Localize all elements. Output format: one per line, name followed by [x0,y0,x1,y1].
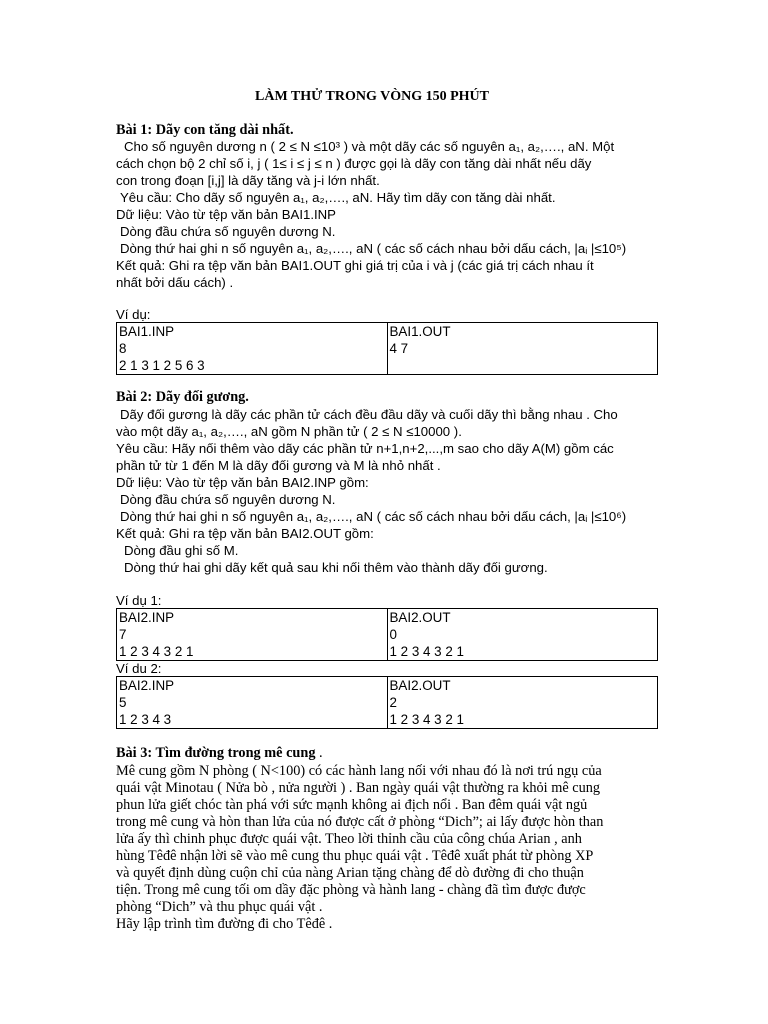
bai2-line-3: Yêu cầu: Hãy nối thêm vào dãy các phần tử n+1,n+2,...,m sao cho dãy A(M) gồm các [116,441,614,456]
example-output-cell [387,323,658,375]
input-file-name: BAI2.INP [119,610,175,625]
page-title: LÀM THỬ TRONG VÒNG 150 PHÚT [255,89,490,104]
bai2-line-6: Dòng đầu chứa số nguyên dương N. [120,492,336,507]
bai1-line-1: Cho số nguyên dương n ( 2 ≤ N ≤10³ ) và một dãy các số nguyên a₁, a₂,…., aN. Một [124,139,615,154]
bai1-example-table [116,322,658,375]
bai1-line-3: con trong đoạn [i,j] là dãy tăng và j-i lớn nhất. [116,173,380,188]
input-line: 1 2 3 4 3 2 1 [119,644,194,659]
bai2-line-8: Kết quả: Ghi ra tệp văn bản BAI2.OUT gồm: [116,526,374,541]
input-line: 5 [119,695,127,710]
bai3-line-5: lửa ấy thì chinh phục được quái vật. Theo lời thỉnh cầu của công chúa Arian , anh [116,831,582,847]
bai1-heading: Bài 1: Dãy con tăng dài nhất. [116,122,294,138]
output-line: 1 2 3 4 3 2 1 [389,712,464,727]
bai1-line-8: Kết quả: Ghi ra tệp văn bản BAI1.OUT ghi giá trị của i và j (các giá trị cách nhau ít [116,258,594,273]
bai3-line-7: và quyết định dùng cuộn chỉ của nàng Arian tặng chàng để dò đường đi cho thuận [116,865,584,881]
output-file-name: BAI1.OUT [389,324,451,339]
bai3-heading-tail: . [315,745,323,761]
bai2-example2-table [116,676,658,729]
input-file-name: BAI2.INP [119,678,175,693]
bai2-heading: Bài 2: Dãy đối gương. [116,389,249,405]
bai3-line-1: Mê cung gồm N phòng ( N<100) có các hành lang nối với nhau đó là nơi trú ngụ của [116,763,602,779]
bai2-line-2: vào một dãy a₁, a₂,…., aN gồm N phần tử ( 2 ≤ N ≤10000 ). [116,424,462,439]
example-output-cell [387,677,658,729]
bai2-line-10: Dòng thứ hai ghi dãy kết quả sau khi nối thêm vào thành dãy đối gương. [124,560,548,575]
bai1-line-2: cách chọn bộ 2 chỉ số i, j ( 1≤ i ≤ j ≤ n ) được gọi là dãy con tăng dài nhất nếu dãy [116,156,592,171]
output-line: 4 7 [389,341,409,356]
bai2-line-7: Dòng thứ hai ghi n số nguyên a₁, a₂,…., aN ( các số cách nhau bởi dấu cách, |aᵢ |≤10⁶) [120,509,627,524]
example-input-cell [117,609,388,661]
bai3-line-2: quái vật Minotau ( Nửa bò , nửa người ) . Ban ngày quái vật thường ra khỏi mê cung [116,780,601,796]
bai3-heading-row [116,745,323,762]
bai2-line-1: Dãy đối gương là dãy các phần tử cách đều đầu dãy và cuối dãy thì bằng nhau . Cho [120,407,618,422]
output-line: 0 [389,627,397,642]
bai1-example-label: Ví dụ: [116,307,151,322]
input-line: 7 [119,627,127,642]
bai1-line-6: Dòng đầu chứa số nguyên dương N. [120,224,336,239]
output-file-name: BAI2.OUT [389,610,451,625]
bai1-line-4: Yêu cầu: Cho dãy số nguyên a₁, a₂,…., aN. Hãy tìm dãy con tăng dài nhất. [120,190,556,205]
example-input-cell [117,677,388,729]
input-line: 1 2 3 4 3 [119,712,172,727]
bai2-example1-label: Ví dụ 1: [116,593,162,608]
bai2-line-5: Dữ liệu: Vào từ tệp văn bản BAI2.INP gồm: [116,475,369,490]
bai3-line-8: tiện. Trong mê cung tối om dầy đặc phòng và hành lang - chàng đã tìm được được [116,882,586,898]
bai2-example1-table [116,608,658,661]
bai3-line-4: trong mê cung và hòn than lửa của nó được cất ở phòng “Dich”; ai lấy được hòn than [116,814,604,830]
bai2-line-4: phần tử từ 1 đến M là dãy đối gương và M là nhỏ nhất . [116,458,441,473]
bai1-line-7: Dòng thứ hai ghi n số nguyên a₁, a₂,…., aN ( các số cách nhau bởi dấu cách, |aᵢ |≤10⁵) [120,241,627,256]
example-output-cell [387,609,658,661]
bai3-heading: Bài 3: Tìm đường trong mê cung [116,745,316,761]
input-line: 2 1 3 1 2 5 6 3 [119,358,205,373]
bai3-line-10: Hãy lập trình tìm đường đi cho Têđê . [116,916,333,932]
input-file-name: BAI1.INP [119,324,175,339]
input-line: 8 [119,341,127,356]
bai3-line-9: phòng “Dich” và thu phục quái vật . [116,899,323,915]
bai1-line-5: Dữ liệu: Vào từ tệp văn bản BAI1.INP [116,207,336,222]
output-line: 1 2 3 4 3 2 1 [389,644,464,659]
bai2-line-9: Dòng đầu ghi số M. [124,543,239,558]
bai1-line-9: nhất bởi dấu cách) . [116,275,234,290]
example-input-cell [117,323,388,375]
bai3-line-3: phun lửa giết chóc tàn phá với sức mạnh không ai địch nổi . Ban đêm quái vật ngủ [116,797,588,813]
output-file-name: BAI2.OUT [389,678,451,693]
bai2-example2-label: Ví du 2: [116,661,162,676]
output-line: 2 [389,695,397,710]
bai3-line-6: hùng Têđê nhận lời sẽ vào mê cung thu phục quái vật . Têđê xuất phát từ phòng XP [116,848,594,864]
